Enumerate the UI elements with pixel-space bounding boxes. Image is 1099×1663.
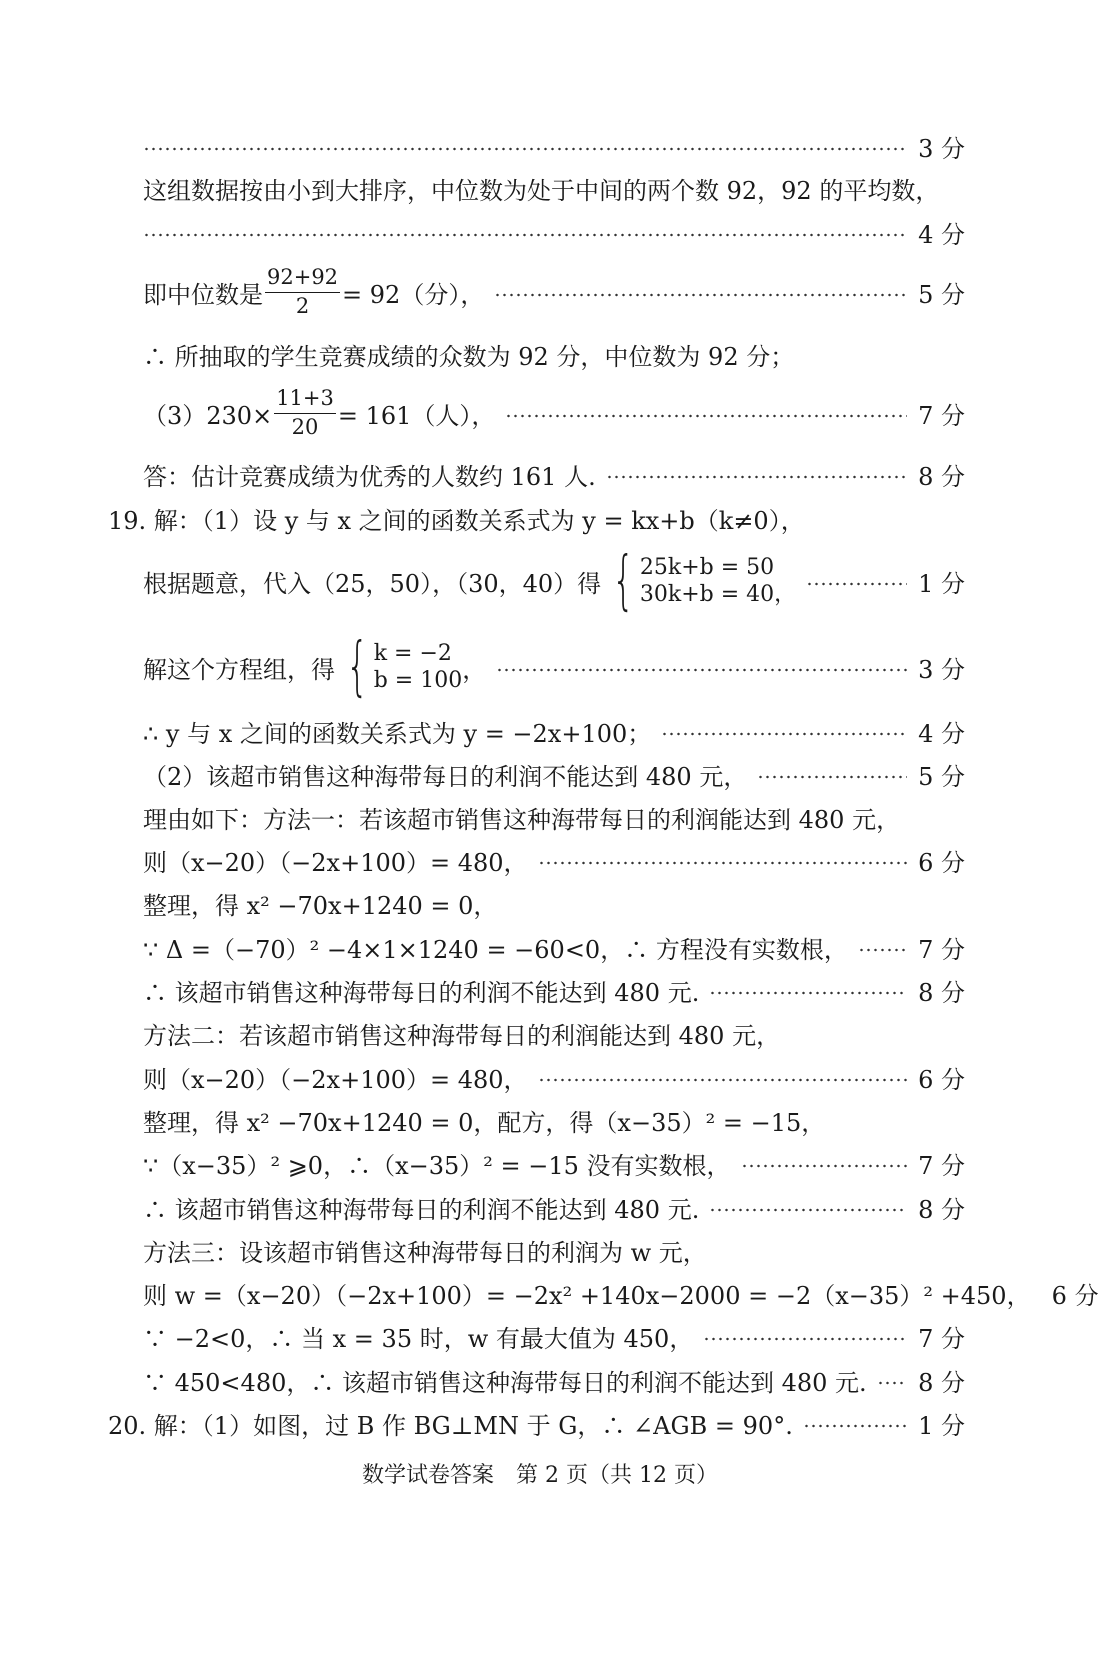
text-suffix: ， (462, 655, 487, 684)
dot-leader (143, 147, 907, 151)
answer-line (143, 1011, 965, 1055)
line-text: ∵ Δ =（−70）² −4×1×1240 = −60<0，∴ 方程没有实数根， (143, 935, 848, 964)
dot-leader (741, 1164, 907, 1168)
line-text: 整理，得 x² −70x+1240 = 0， (143, 891, 498, 920)
fraction (265, 266, 340, 317)
line-text: ∵ −2<0，∴ 当 x = 35 时，w 有最大值为 450， (143, 1324, 694, 1353)
score-label: 7 分 (918, 401, 965, 430)
line-text: 理由如下：方法一：若该超市销售这种海带每日的利润能达到 480 元， (143, 805, 901, 834)
answer-line (143, 1098, 965, 1142)
fraction-numerator: 92+92 (265, 266, 340, 292)
line-text: 这组数据按由小到大排序，中位数为处于中间的两个数 92，92 的平均数， (143, 176, 940, 205)
answer-line (143, 452, 965, 496)
dot-leader (538, 861, 907, 865)
dot-leader (496, 668, 907, 672)
line-text (143, 387, 495, 438)
equation-system (603, 544, 797, 618)
line-text: ∴ 该超市销售这种海带每日的利润不能达到 480 元. (143, 978, 700, 1007)
answer-line (143, 925, 965, 969)
answer-line (143, 265, 965, 318)
fraction (274, 387, 336, 438)
score-label: 4 分 (918, 719, 965, 748)
text-suffix: = 161（人）， (337, 401, 496, 430)
score-label: 3 分 (918, 655, 965, 684)
fraction-numerator: 11+3 (274, 387, 336, 413)
line-text: 方法二：若该超市销售这种海带每日的利润能达到 480 元， (143, 1021, 781, 1050)
text-suffix: = 92（分）， (342, 280, 485, 309)
dot-leader (858, 948, 907, 952)
equation-row: 30k+b = 40， (639, 582, 797, 607)
line-text (143, 630, 487, 704)
answer-line (143, 709, 965, 753)
line-text (143, 266, 484, 317)
score-label: 4 分 (918, 220, 965, 249)
page-footer: 数学试卷答案 第 2 页（共 12 页） (362, 1463, 718, 1488)
line-text: （2）该超市销售这种海带每日的利润不能达到 480 元， (143, 762, 748, 791)
score-label: 1 分 (918, 569, 965, 598)
dot-leader (806, 582, 907, 586)
answer-line (143, 210, 965, 254)
dot-leader (703, 1337, 907, 1341)
answer-line (143, 1141, 965, 1185)
answer-line (143, 752, 965, 796)
text-prefix: （3）230× (143, 401, 273, 430)
line-text: 答：估计竞赛成绩为优秀的人数约 161 人. (143, 462, 596, 491)
text-prefix: 即中位数是 (143, 280, 263, 309)
text-prefix: 解这个方程组，得 (143, 655, 335, 684)
answer-line (143, 124, 965, 168)
line-text: 方法三：设该超市销售这种海带每日的利润为 w 元， (143, 1238, 707, 1267)
line-text: ∵（x−35）² ⩾0，∴（x−35）² = −15 没有实数根， (143, 1151, 731, 1180)
equation-row: b = 100 (373, 668, 463, 693)
dot-leader (538, 1078, 907, 1082)
question-19-header (108, 496, 965, 540)
answer-line (143, 1185, 965, 1229)
dot-leader (803, 1424, 907, 1428)
score-label: 5 分 (918, 280, 965, 309)
line-text: 20. 解：（1）如图，过 B 作 BG⊥MN 于 G，∴ ∠AGB = 90°. (108, 1411, 793, 1440)
line-text: ∵ 450<480，∴ 该超市销售这种海带每日的利润不能达到 480 元. (143, 1368, 867, 1397)
answer-line (143, 166, 965, 210)
line-text: 19. 解：（1）设 y 与 x 之间的函数关系式为 y = kx+b（k≠0）， (108, 506, 805, 535)
score-label: 8 分 (918, 978, 965, 1007)
dot-leader (606, 475, 907, 479)
answer-line (143, 1271, 1099, 1315)
score-label: 7 分 (918, 1324, 965, 1353)
line-text: 则 w =（x−20）（−2x+100）= −2x² +140x−2000 = −2（x−35）² +450， (143, 1281, 1031, 1310)
answer-line (143, 544, 965, 618)
dot-leader (505, 414, 907, 418)
answer-line (143, 968, 965, 1012)
answer-line (143, 838, 965, 882)
dot-leader (709, 991, 907, 995)
answer-line (143, 881, 965, 925)
score-label: 8 分 (918, 462, 965, 491)
answer-line (143, 332, 965, 376)
equation-row: k = −2 (373, 640, 452, 666)
line-text: 整理，得 x² −70x+1240 = 0，配方，得（x−35）² = −15， (143, 1108, 826, 1137)
line-text: 则（x−20）（−2x+100）= 480， (143, 1065, 528, 1094)
text-prefix: 根据题意，代入（25，50），（30，40）得 (143, 569, 602, 598)
score-label: 6 分 (918, 1065, 965, 1094)
equation-row: 25k+b = 50 (639, 554, 775, 580)
score-label: 8 分 (918, 1368, 965, 1397)
question-20-header (108, 1401, 965, 1445)
score-label: 6 分 (918, 848, 965, 877)
dot-leader (757, 775, 907, 779)
left-brace: { (346, 630, 369, 704)
line-text (143, 544, 797, 618)
line-text: ∴ y 与 x 之间的函数关系式为 y = −2x+100； (143, 719, 652, 748)
score-label: 7 分 (918, 1151, 965, 1180)
fraction-denominator: 20 (291, 414, 319, 439)
answer-line (143, 795, 965, 839)
score-label: 6 分 (1051, 1281, 1099, 1310)
fraction-denominator: 2 (295, 293, 310, 318)
score-label: 5 分 (918, 762, 965, 791)
line-text: ∴ 该超市销售这种海带每日的利润不能达到 480 元. (143, 1195, 700, 1224)
equation-system (337, 630, 463, 704)
answer-line (143, 1228, 965, 1272)
line-text: ∴ 所抽取的学生竞赛成绩的众数为 92 分，中位数为 92 分； (143, 342, 795, 371)
answer-line (143, 1314, 965, 1358)
dot-leader (661, 732, 907, 736)
answer-line (143, 386, 965, 439)
score-label: 1 分 (918, 1411, 965, 1440)
score-label: 7 分 (918, 935, 965, 964)
dot-leader (494, 293, 907, 297)
line-text: 则（x−20）（−2x+100）= 480， (143, 848, 528, 877)
left-brace: { (612, 544, 635, 618)
score-label: 8 分 (918, 1195, 965, 1224)
dot-leader (709, 1208, 907, 1212)
answer-line (143, 630, 965, 704)
score-label: 3 分 (918, 134, 965, 163)
answer-line (143, 1358, 965, 1402)
dot-leader (143, 233, 907, 237)
dot-leader (877, 1381, 907, 1385)
answer-line (143, 1055, 965, 1099)
